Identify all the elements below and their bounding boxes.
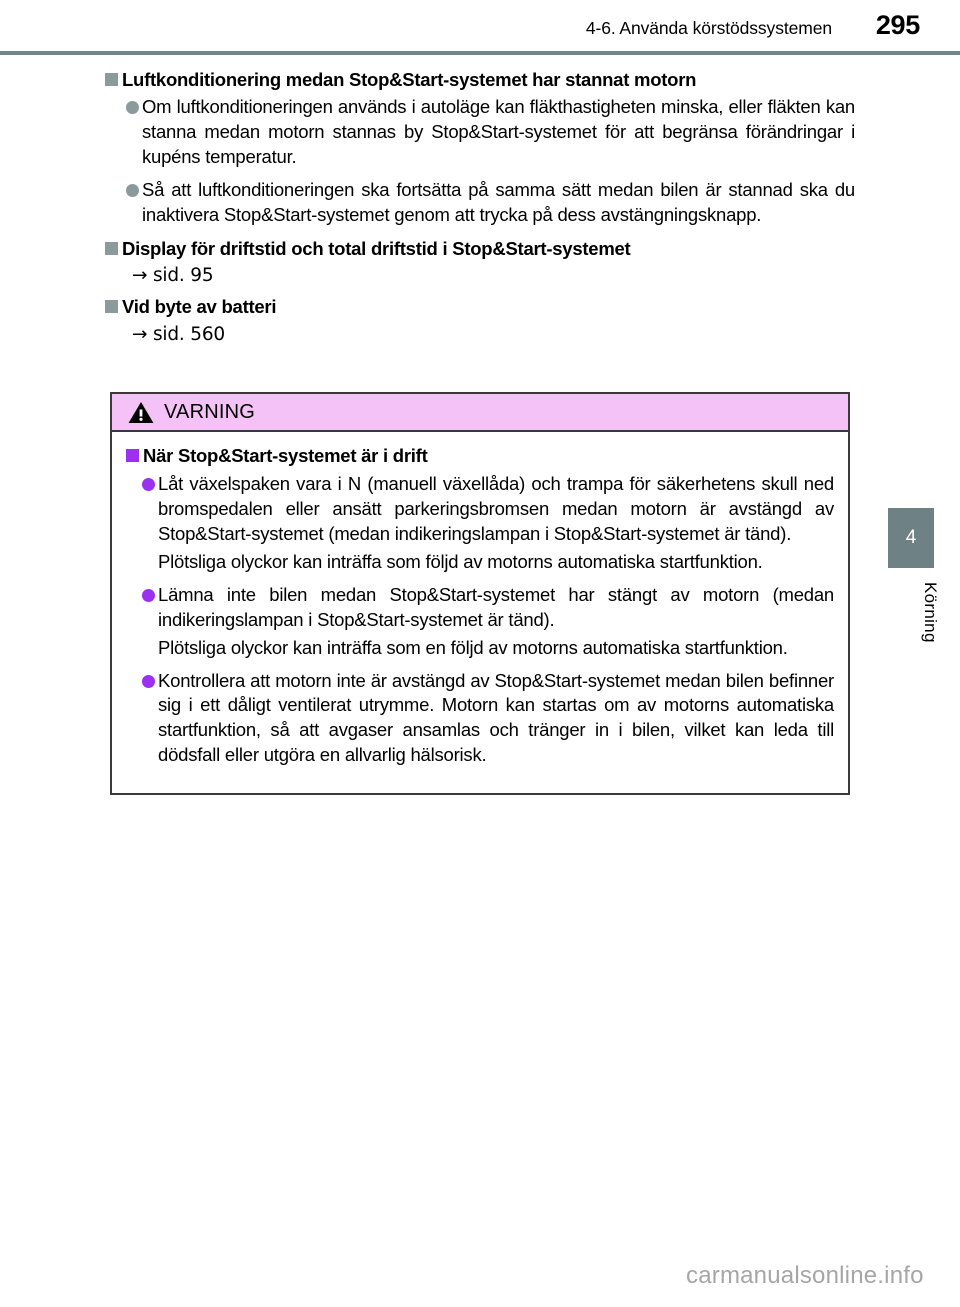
chapter-number-box: 4 bbox=[888, 508, 934, 568]
watermark-text: carmanualsonline.info bbox=[686, 1262, 924, 1289]
warning-list-item-text: Lämna inte bilen medan Stop&Start-systemet har stängt av motorn (medan indikeringslampan i Stop&Start-systemet är tänd). bbox=[158, 583, 834, 630]
list-item bbox=[126, 95, 855, 170]
round-bullet-icon bbox=[142, 675, 155, 688]
warning-heading bbox=[126, 444, 834, 468]
warning-heading-text: När Stop&Start-systemet är i drift bbox=[143, 445, 428, 466]
header-divider-rule bbox=[0, 51, 960, 55]
header-section-title: 4-6. Använda körstödssystemen bbox=[585, 18, 832, 38]
main-content bbox=[105, 68, 855, 354]
warning-triangle-icon bbox=[128, 401, 154, 424]
chapter-side-tab bbox=[888, 508, 940, 643]
section-heading-text: Vid byte av batteri bbox=[122, 296, 277, 318]
page-reference-link[interactable]: → sid. 560 bbox=[132, 323, 225, 345]
list-item-text: Så att luftkonditioneringen ska fortsätta på samma sätt medan bilen är stannad ska du inaktivera Stop&Start-systemet genom att trycka på dess avstängningsknapp. bbox=[142, 179, 855, 225]
warning-list-item-text: Låt växelspaken vara i N (manuell växellåda) och trampa för säkerhetens skull ned bromspedalen eller ansätt parkeringsbromsen medan motorn är avstängd av Stop&Start-systemet (medan indikeringslampan i Stop&Start-systemet är tänd). bbox=[158, 473, 834, 545]
round-bullet-icon bbox=[142, 589, 155, 602]
square-bullet-icon bbox=[105, 242, 118, 255]
section-heading-air-conditioning bbox=[105, 68, 855, 92]
warning-list-item-followup: Plötsliga olyckor kan inträffa som en följd av motorns automatiska startfunktion. bbox=[158, 636, 788, 658]
page-reference-link[interactable]: → sid. 95 bbox=[132, 265, 214, 287]
list-item bbox=[126, 178, 855, 228]
square-bullet-icon bbox=[105, 300, 118, 313]
warning-box bbox=[110, 392, 850, 795]
warning-list-item bbox=[142, 669, 834, 769]
warning-box-body bbox=[112, 432, 848, 793]
square-bullet-icon bbox=[105, 73, 118, 86]
chapter-name-label: Körning bbox=[921, 582, 940, 643]
warning-list-item bbox=[142, 472, 834, 547]
round-bullet-icon bbox=[126, 101, 139, 114]
list-item-text: Om luftkonditioneringen används i autoläge kan fläkthastigheten minska, eller fläkten kan stanna medan motorn stannas by Stop&Start-systemet för att begränsa förändringar i kupéns temperatur. bbox=[142, 96, 855, 168]
section-heading-text: Display för driftstid och total driftstid i Stop&Start-systemet bbox=[122, 237, 631, 259]
round-bullet-icon bbox=[126, 184, 139, 197]
warning-list-item bbox=[142, 583, 834, 633]
section-heading-battery-replacement bbox=[105, 295, 855, 319]
section-heading-text: Luftkonditionering medan Stop&Start-systemet har stannat motorn bbox=[122, 69, 697, 90]
page-number: 295 bbox=[875, 10, 920, 40]
page-header bbox=[0, 0, 960, 50]
square-bullet-icon bbox=[126, 449, 139, 462]
warning-title-text: VARNING bbox=[164, 400, 256, 423]
round-bullet-icon bbox=[142, 478, 155, 491]
section-heading-operating-time-display bbox=[105, 237, 855, 261]
warning-list-item-followup: Plötsliga olyckor kan inträffa som följd av motorns automatiska startfunktion. bbox=[158, 551, 763, 573]
warning-list-item-text: Kontrollera att motorn inte är avstängd av Stop&Start-systemet medan bilen befinner sig i ett dåligt ventilerat utrymme. Motorn kan startas om av motorns automatiska startfunktion, så att avgaser ansamlas och tränger in i bilen, vilket kan leda till dödsfall eller utgöra en allvarlig hälsorisk. bbox=[158, 669, 834, 766]
warning-box-header bbox=[112, 394, 848, 432]
